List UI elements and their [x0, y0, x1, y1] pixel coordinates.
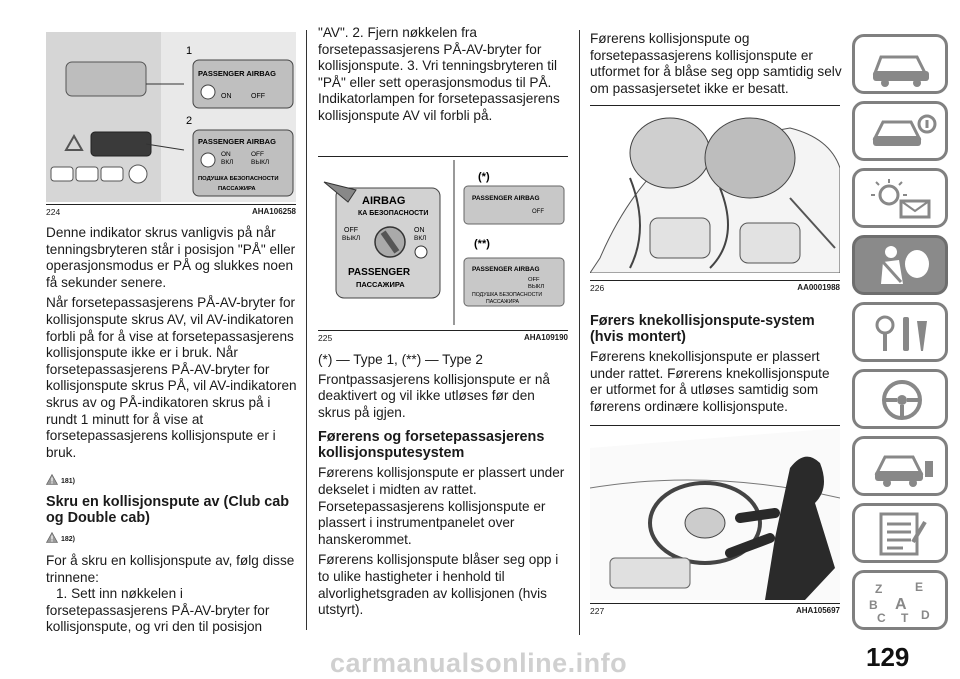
col2-paragraph-3: Frontpassasjerens kollisjonspute er nå deaktivert og vil ikke utløses før den skrus på igjen.	[318, 371, 550, 420]
warning-triangle-icon	[46, 532, 58, 543]
index-letter-d: D	[921, 608, 930, 622]
fig225-switch-title: AIRBAG	[362, 195, 406, 207]
figure-225-top-rule	[318, 156, 568, 157]
col3-text-block-2	[590, 313, 842, 415]
fig225-off-ru: ВЫКЛ	[342, 235, 361, 242]
figure-226-number: 226	[590, 283, 605, 293]
fig224-panel1-title: PASSENGER AIRBAG	[198, 69, 276, 78]
figure-225	[318, 160, 568, 325]
figure-227-code: AHA105697	[795, 606, 840, 615]
figure-227-caption	[590, 603, 840, 617]
fig225-mark-type1: (*)	[478, 171, 490, 183]
fig225-lamp2-sub2: ПАССАЖИРА	[486, 299, 520, 305]
fig225-lamp2-title: PASSENGER AIRBAG	[472, 266, 540, 273]
figure-226-illustration	[590, 108, 840, 273]
tab-lights-messages[interactable]	[852, 168, 948, 228]
figure-224-number: 224	[46, 207, 61, 217]
fig224-panel2-off: OFF	[251, 151, 264, 158]
fig224-panel2-sub2: ПАССАЖИРА	[218, 186, 256, 192]
warning-triangle-icon	[46, 474, 58, 485]
index-letters-icon	[867, 579, 937, 623]
figure-224	[46, 32, 296, 202]
fig224-panel2-on-ru: ВКЛ	[221, 159, 234, 166]
figure-226-caption	[590, 280, 840, 294]
fig225-lamp2-sub: ПОДУШКА БЕЗОПАСНОСТИ	[472, 292, 543, 298]
fig225-off: OFF	[344, 227, 358, 234]
figure-226-code: AA0001988	[797, 283, 840, 292]
col3-paragraph-1: Førerens kollisjonspute og forsetepassasjerens kollisjonspute er utformet for å blåse seg opp samtidig selv om passasjersetet ikke er besatt.	[590, 31, 842, 96]
steering-wheel-icon	[867, 378, 937, 422]
column-divider-1	[306, 30, 307, 630]
col3-text-block-1	[590, 31, 842, 97]
tab-steering[interactable]	[852, 369, 948, 429]
col1-paragraph-2: Når forsetepassasjerens PÅ-AV-bryter for kollisjonspute skrus AV, vil AV-indikatoren forbli på for å vise at forsetepassasjerens kollisjonspute ikke er i bruk. Når forsetepassasjerens PÅ-AV-bryter for kollisjonspute skrus PÅ, vil AV-indikatoren skrus av og PÅ-indikatoren skrus på i rundt 1 minutt for å vise at forsetepassasjerens kollisjonspute er i bruk.	[46, 295, 297, 460]
car-emergency-icon	[867, 445, 937, 489]
col1-paragraph-3: For å skru en kollisjonspute av, følg disse trinnene:	[46, 553, 295, 585]
fig224-panel1-on: ON	[221, 93, 232, 100]
col1-heading-1: Skru en kollisjonspute av (Club cab og Double cab)	[46, 494, 290, 526]
fig224-panel2-title: PASSENGER AIRBAG	[198, 137, 276, 146]
figure-225-number: 225	[318, 333, 333, 343]
col2-paragraph-1: "AV". 2. Fjern nøkkelen fra forsetepassasjerens PÅ-AV-bryter for kollisjonspute. 3. Vri tenningsbryteren til "PÅ" eller sett operasjonsmodus til PÅ. Indikatorlampen for forsetepassasjerens kollisjonspute AV vil forbli på.	[318, 25, 560, 123]
lights-message-icon	[867, 177, 937, 221]
col2-type-legend: (*) — Type 1, (**) — Type 2	[318, 352, 483, 367]
col2-paragraph-4: Førerens kollisjonspute er plassert under dekselet i midten av rattet. Forsetepassasjerens kollisjonspute er plassert i instrumentpanelet over hanskerommet.	[318, 465, 565, 547]
fig225-lamp2-off-ru: ВЫКЛ	[528, 284, 545, 290]
col1-step-1: 1. Sett inn nøkkelen i	[56, 586, 183, 602]
fig225-lamp2-off: OFF	[528, 277, 540, 283]
fig225-lamp1-off: OFF	[532, 209, 544, 215]
col1-paragraph-5: forsetepassasjerens PÅ-AV-bryter for kollisjonspute, og vri den til posisjon	[46, 602, 270, 635]
col1-paragraph-1: Denne indikator skrus vanligvis på når tenningsbryteren står i posisjon "PÅ" eller operasjonsmodus er PÅ og slukkes noen få sekunder senere.	[46, 225, 296, 290]
figure-224-illustration	[46, 32, 296, 202]
fig224-panel2-on: ON	[221, 151, 231, 158]
dashboard-car-icon	[867, 43, 937, 87]
index-letter-b: B	[869, 598, 878, 612]
col2-text-block-2	[318, 352, 570, 619]
fig224-panel2-sub: ПОДУШКА БЕЗОПАСНОСТИ	[198, 176, 279, 182]
checklist-icon	[867, 512, 937, 556]
tab-car-info[interactable]	[852, 101, 948, 161]
fig225-on: ON	[414, 227, 425, 234]
figure-227-illustration	[590, 428, 840, 600]
tab-safety[interactable]	[852, 235, 948, 295]
seatbelt-airbag-icon	[867, 244, 937, 288]
figure-227-number: 227	[590, 606, 605, 616]
fig225-passenger: PASSENGER	[348, 267, 411, 278]
col2-paragraph-5: Førerens kollisjonspute blåser seg opp i to ulike hastigheter i henhold til alvorlighetsgraden av kollisjonen (hvis utstyrt).	[318, 552, 559, 618]
fig224-panel1-off: OFF	[251, 93, 265, 100]
tab-starting-driving[interactable]	[852, 302, 948, 362]
tab-maintenance[interactable]	[852, 503, 948, 563]
figure-227-top-rule	[590, 425, 840, 426]
figure-226-top-rule	[590, 105, 840, 106]
col1-text-block-2	[46, 553, 298, 636]
tab-index[interactable]	[852, 570, 948, 630]
key-tools-icon	[867, 311, 937, 355]
car-info-icon	[867, 110, 937, 154]
index-letter-a: A	[895, 596, 907, 613]
col2-text-block-1	[318, 25, 570, 125]
figure-227	[590, 428, 840, 600]
page-number: 129	[866, 642, 910, 672]
index-letter-e: E	[915, 580, 924, 594]
fig225-on-ru: ВКЛ	[414, 235, 427, 242]
fig224-panel2-off-ru: ВЫКЛ	[251, 159, 270, 166]
warning-ref-182	[46, 532, 75, 543]
warning-ref-182-label: 182)	[61, 536, 76, 543]
col1-heading-block	[46, 494, 298, 526]
figure-225-illustration	[318, 160, 568, 325]
figure-226	[590, 108, 840, 273]
tab-dashboard[interactable]	[852, 34, 948, 94]
col2-heading-1: Førerens og forsetepassasjerens kollisjonsputesystem	[318, 429, 545, 462]
fig225-switch-sub: КА БЕЗОПАСНОСТИ	[358, 210, 429, 217]
col1-text-block-1	[46, 225, 298, 461]
figure-224-caption	[46, 204, 296, 218]
index-letter-c: C	[877, 611, 886, 623]
warning-ref-181	[46, 474, 75, 485]
col3-paragraph-2: Førerens knekollisjonspute er plassert under rattet. Førerens knekollisjonspute er utformet for å utløses samtidig som førerens ordinære kollisjonspute.	[590, 349, 830, 414]
fig225-lamp1-title: PASSENGER AIRBAG	[472, 195, 540, 202]
figure-224-code: AHA106258	[251, 207, 296, 216]
figure-225-code: AHA109190	[523, 333, 568, 342]
fig225-passenger-ru: ПАССАЖИРА	[356, 280, 405, 289]
tab-emergency[interactable]	[852, 436, 948, 496]
warning-ref-181-label: 181)	[61, 478, 76, 485]
index-letter-z: Z	[875, 582, 883, 596]
index-letter-t: T	[901, 611, 909, 623]
col3-heading-1: Førers knekollisjonspute-system (hvis montert)	[590, 313, 815, 345]
fig224-label-1: 1	[186, 45, 193, 57]
fig225-mark-type2: (**)	[474, 238, 490, 250]
figure-225-caption	[318, 330, 568, 344]
fig224-label-2: 2	[186, 115, 193, 127]
column-divider-2	[579, 30, 580, 635]
watermark: carmanualsonline.info	[330, 648, 628, 678]
